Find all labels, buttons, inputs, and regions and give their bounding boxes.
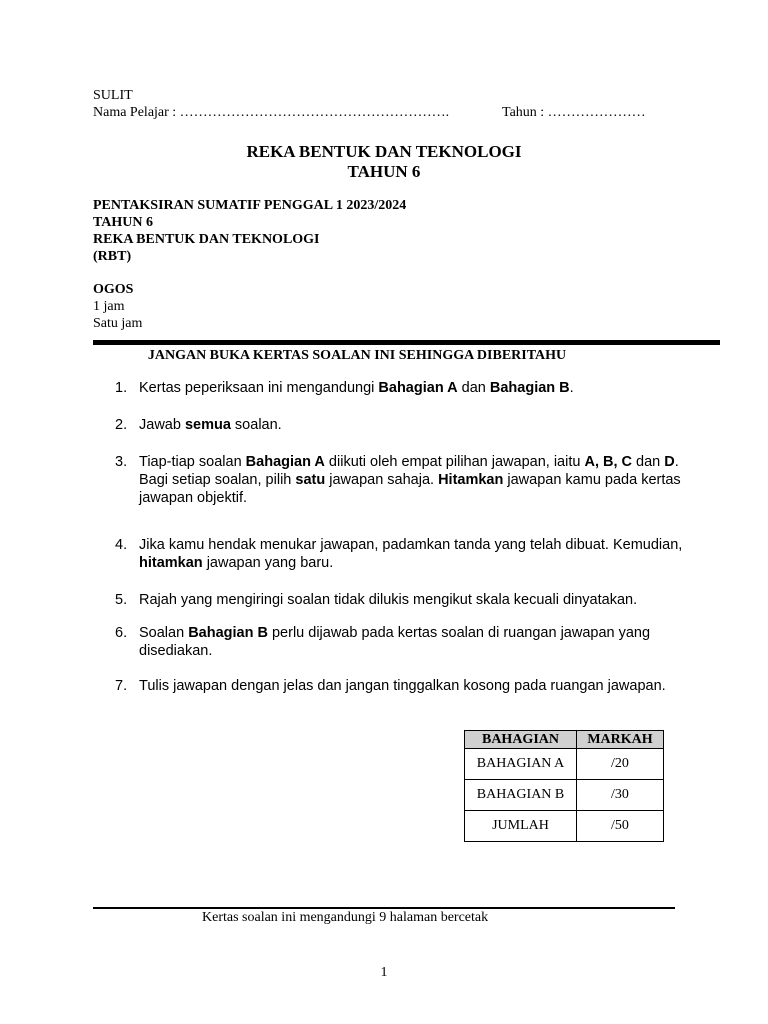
page-title: REKA BENTUK DAN TEKNOLOGI bbox=[246, 142, 522, 161]
instruction-number: 1. bbox=[115, 380, 128, 396]
instruction-item bbox=[115, 536, 695, 572]
table-cell-marks: /30 bbox=[577, 780, 664, 811]
table-header: BAHAGIAN bbox=[465, 731, 577, 749]
instruction-emphasis: D bbox=[664, 454, 675, 470]
instruction-text: Tiap-tiap soalan bbox=[139, 454, 246, 470]
instructions-list bbox=[115, 379, 695, 695]
instruction-item bbox=[115, 379, 695, 397]
confidential-label: SULIT bbox=[93, 88, 133, 103]
footer-pages-note: Kertas soalan ini mengandungi 9 halaman bercetak bbox=[202, 910, 489, 925]
instruction-text: Soalan bbox=[139, 625, 189, 641]
instruction-text: . Bagi setiap soalan, pilih bbox=[139, 454, 679, 488]
instruction-emphasis: Bahagian A bbox=[245, 454, 325, 470]
table-cell-section: JUMLAH bbox=[465, 811, 577, 842]
instruction-text: perlu dijawab pada kertas soalan di ruangan jawapan yang disediakan. bbox=[139, 625, 651, 659]
warning-text: JANGAN BUKA KERTAS SOALAN INI SEHINGGA DIBERITAHU bbox=[147, 348, 567, 363]
exam-duration-words: Satu jam bbox=[93, 316, 143, 331]
instruction-emphasis: Bahagian B bbox=[188, 625, 268, 641]
exam-info bbox=[93, 197, 406, 265]
instruction-emphasis: hitamkan bbox=[139, 555, 203, 571]
page-number: 1 bbox=[380, 965, 388, 980]
exam-info-line: TAHUN 6 bbox=[93, 215, 154, 230]
student-name-line: Nama Pelajar : …………………………………………………. bbox=[93, 105, 450, 120]
instruction-emphasis: satu bbox=[295, 472, 326, 488]
instruction-number: 4. bbox=[115, 537, 128, 553]
table-cell-marks: /50 bbox=[577, 811, 664, 842]
instruction-text: dan bbox=[457, 380, 490, 396]
instruction-text: Kertas peperiksaan ini mengandungi bbox=[139, 380, 379, 396]
instruction-text: jawapan kamu pada kertas jawapan objektif. bbox=[139, 472, 681, 506]
instruction-text: soalan. bbox=[230, 417, 282, 433]
instruction-item bbox=[115, 453, 695, 507]
warning-notice bbox=[0, 347, 768, 364]
table-row bbox=[465, 749, 664, 780]
instruction-emphasis: A, B, C bbox=[584, 454, 632, 470]
exam-duration: 1 jam bbox=[93, 299, 125, 314]
instruction-item bbox=[115, 416, 695, 434]
year-line: Tahun : ………………… bbox=[502, 105, 646, 120]
instruction-text: Jika kamu hendak menukar jawapan, padamkan tanda yang telah dibuat. Kemudian, bbox=[139, 537, 683, 553]
instruction-emphasis: Bahagian A bbox=[378, 380, 458, 396]
exam-info-line: (RBT) bbox=[93, 249, 132, 264]
exam-info-line: REKA BENTUK DAN TEKNOLOGI bbox=[93, 232, 320, 247]
exam-month: OGOS bbox=[93, 282, 134, 297]
instruction-number: 2. bbox=[115, 417, 128, 433]
instruction-number: 6. bbox=[115, 625, 128, 641]
instruction-text: Tulis jawapan dengan jelas dan jangan tinggalkan kosong pada ruangan jawapan. bbox=[139, 678, 666, 694]
marks-table bbox=[464, 730, 664, 842]
instruction-item bbox=[115, 624, 695, 660]
table-cell-section: BAHAGIAN A bbox=[465, 749, 577, 780]
instruction-text: Jawab bbox=[139, 417, 185, 433]
instruction-text: Rajah yang mengiringi soalan tidak dilukis mengikut skala kecuali dinyatakan. bbox=[139, 592, 638, 608]
page-subtitle: TAHUN 6 bbox=[347, 162, 421, 181]
instruction-text: jawapan sahaja. bbox=[325, 472, 439, 488]
instruction-item bbox=[115, 677, 695, 695]
instruction-number: 5. bbox=[115, 592, 128, 608]
time-info bbox=[93, 281, 142, 332]
table-cell-section: BAHAGIAN B bbox=[465, 780, 577, 811]
instruction-text: . bbox=[569, 380, 574, 396]
table-header: MARKAH bbox=[577, 731, 664, 749]
exam-info-line: PENTAKSIRAN SUMATIF PENGGAL 1 2023/2024 bbox=[93, 198, 407, 213]
table-cell-marks: /20 bbox=[577, 749, 664, 780]
instruction-emphasis: Hitamkan bbox=[438, 472, 504, 488]
table-header-row bbox=[465, 731, 664, 749]
table-row bbox=[465, 811, 664, 842]
instruction-text: jawapan yang baru. bbox=[202, 555, 334, 571]
instruction-text: dan bbox=[632, 454, 665, 470]
instruction-number: 3. bbox=[115, 454, 128, 470]
instruction-emphasis: Bahagian B bbox=[489, 380, 570, 396]
instruction-item bbox=[115, 591, 695, 609]
table-row bbox=[465, 780, 664, 811]
instruction-number: 7. bbox=[115, 678, 128, 694]
instruction-text: diikuti oleh empat pilihan jawapan, iaitu bbox=[324, 454, 585, 470]
instruction-emphasis: semua bbox=[184, 417, 231, 433]
divider-thick bbox=[93, 340, 720, 345]
